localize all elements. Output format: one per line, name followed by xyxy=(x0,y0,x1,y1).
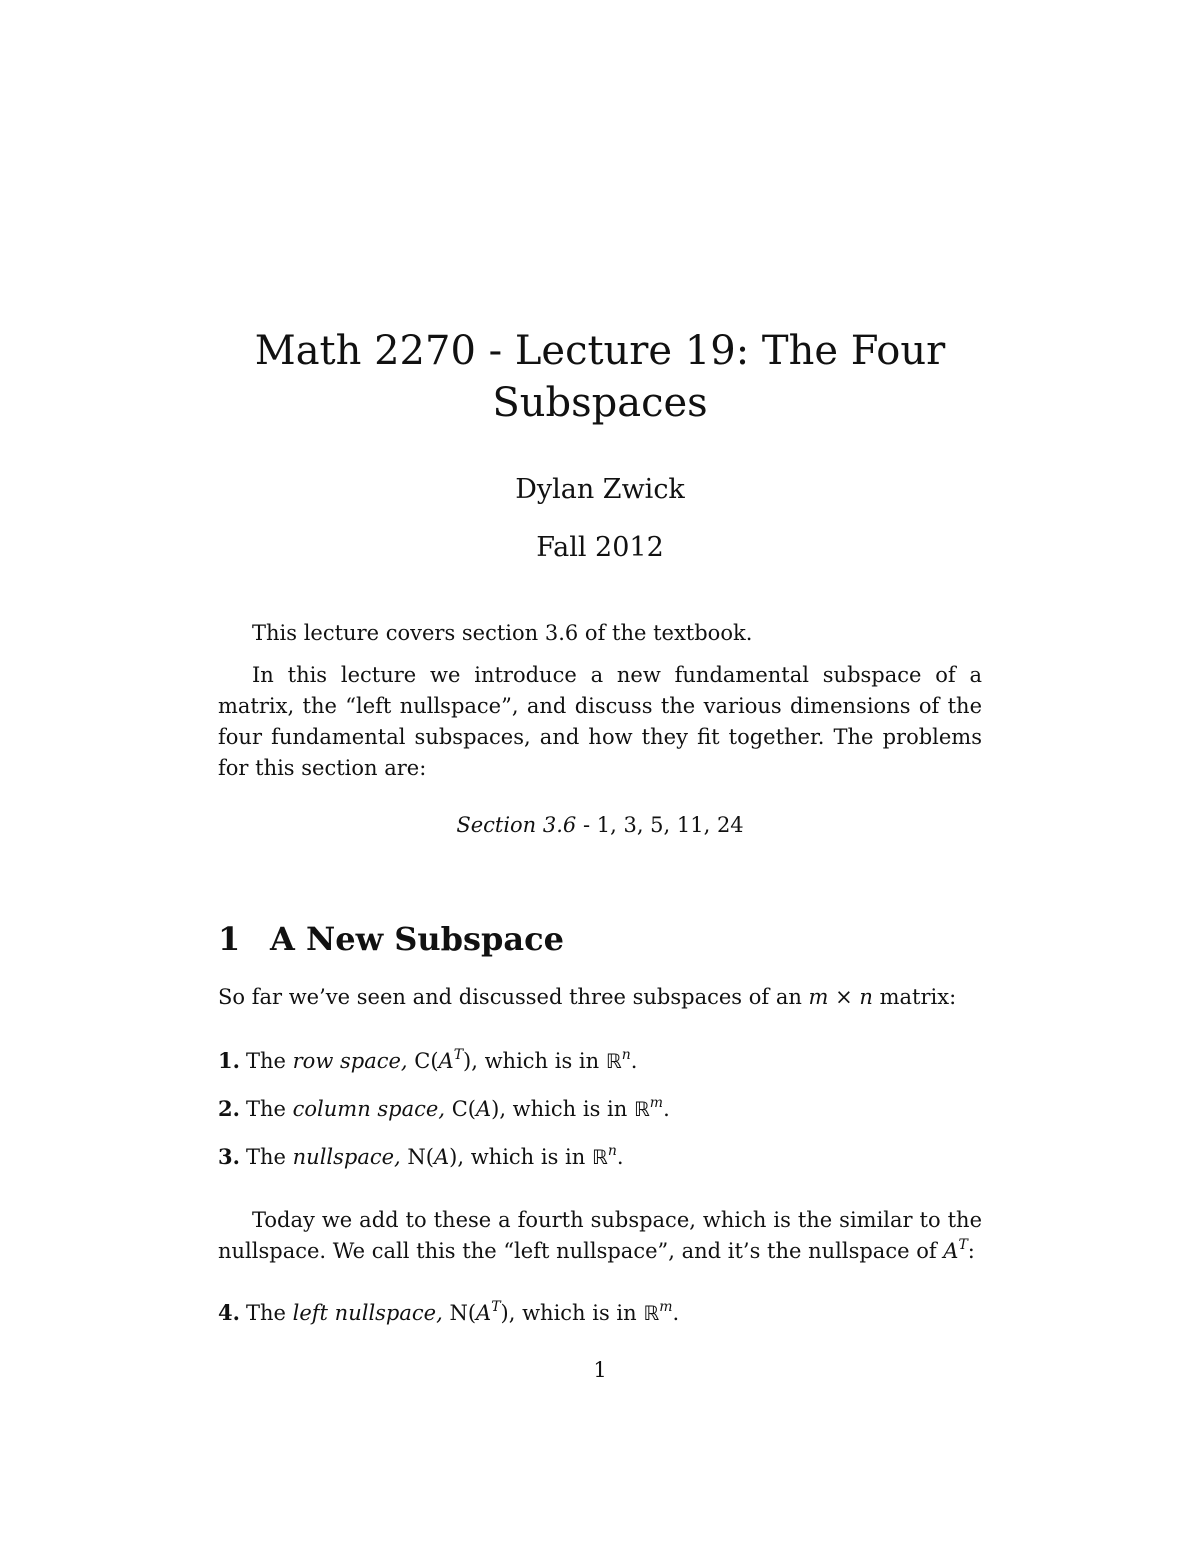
math-times: × xyxy=(828,985,860,1009)
item-name: left nullspace, xyxy=(292,1301,443,1325)
item-end: . xyxy=(672,1301,680,1325)
page-number: 1 xyxy=(593,1358,607,1382)
section-intro-text: So far we’ve seen and discussed three subspaces of an xyxy=(218,985,809,1009)
item-arg: A xyxy=(438,1049,454,1073)
item-sup: T xyxy=(491,1299,501,1315)
paragraph-3-end: : xyxy=(967,1239,975,1263)
item-name: row space, xyxy=(292,1049,408,1073)
section-intro xyxy=(218,982,982,1013)
item-close: ), which is in xyxy=(449,1145,592,1169)
item-end: . xyxy=(616,1145,624,1169)
item-space-sup: m xyxy=(649,1095,664,1111)
item-end: . xyxy=(630,1049,638,1073)
item-space-sup: m xyxy=(659,1299,673,1315)
item-space: ℝ xyxy=(605,1049,622,1073)
item-sup: T xyxy=(453,1047,464,1063)
problems-section: Section 3.6 xyxy=(456,813,577,837)
item-close: ), which is in xyxy=(491,1097,634,1121)
title-line-2: Subspaces xyxy=(492,380,708,426)
item-symbol: N( xyxy=(400,1145,434,1169)
item-prefix: The xyxy=(246,1097,293,1121)
item-space: ℝ xyxy=(591,1145,608,1169)
item-close: ), which is in xyxy=(463,1049,606,1073)
item-space-sup: n xyxy=(621,1047,631,1063)
subspace-list-continued xyxy=(218,1297,982,1329)
section-heading xyxy=(218,915,564,963)
item-symbol: C( xyxy=(407,1049,439,1073)
problems-list: - 1, 3, 5, 11, 24 xyxy=(576,813,744,837)
item-arg: A xyxy=(475,1097,492,1121)
item-name: nullspace, xyxy=(292,1145,401,1169)
item-space: ℝ xyxy=(643,1301,660,1325)
item-symbol: N( xyxy=(442,1301,477,1325)
list-marker: 3. xyxy=(218,1144,240,1169)
section-intro-end: matrix: xyxy=(872,985,957,1009)
author: Dylan Zwick xyxy=(515,474,685,505)
list-item-column-space xyxy=(218,1093,982,1125)
subspace-list xyxy=(218,1045,982,1189)
list-item-nullspace xyxy=(218,1141,982,1173)
item-prefix: The xyxy=(246,1049,293,1073)
item-prefix: The xyxy=(246,1301,293,1325)
section-number: 1 xyxy=(218,920,241,958)
paragraph-3-arg: A xyxy=(943,1239,959,1263)
intro-paragraph-2: In this lecture we introduce a new fundamental subspace of a matrix, the “left nullspace”, and discuss the various dimensions of the four fundamental subspaces, and how they fit together. The problems for this section are: xyxy=(218,663,982,780)
document-title xyxy=(0,325,1200,429)
item-end: . xyxy=(663,1097,670,1121)
item-symbol: C( xyxy=(445,1097,476,1121)
title-line-1: Math 2270 - Lecture 19: The Four xyxy=(254,328,946,374)
section-paragraph-3 xyxy=(218,1205,982,1267)
section-title: A New Subspace xyxy=(270,920,564,958)
list-item-left-nullspace xyxy=(218,1297,982,1329)
list-marker: 2. xyxy=(218,1096,240,1121)
paragraph-3-sup: T xyxy=(958,1237,968,1253)
list-item-row-space xyxy=(218,1045,982,1077)
intro-paragraph-1: This lecture covers section 3.6 of the textbook. xyxy=(252,621,753,645)
problems-line xyxy=(0,810,1200,841)
list-marker: 1. xyxy=(218,1048,240,1073)
math-n: n xyxy=(859,985,873,1009)
math-m: m xyxy=(808,985,829,1009)
item-prefix: The xyxy=(246,1145,293,1169)
item-close: ), which is in xyxy=(500,1301,644,1325)
date: Fall 2012 xyxy=(536,532,664,563)
item-name: column space, xyxy=(292,1097,446,1121)
paragraph-3-text: Today we add to these a fourth subspace, which is the similar to the nullspace. We call this the “left nullspace”, and it’s the nullspace of xyxy=(218,1208,982,1263)
item-arg: A xyxy=(433,1145,450,1169)
item-space-sup: n xyxy=(607,1143,617,1159)
list-marker: 4. xyxy=(218,1300,240,1325)
item-space: ℝ xyxy=(633,1097,650,1121)
item-arg: A xyxy=(476,1301,492,1325)
